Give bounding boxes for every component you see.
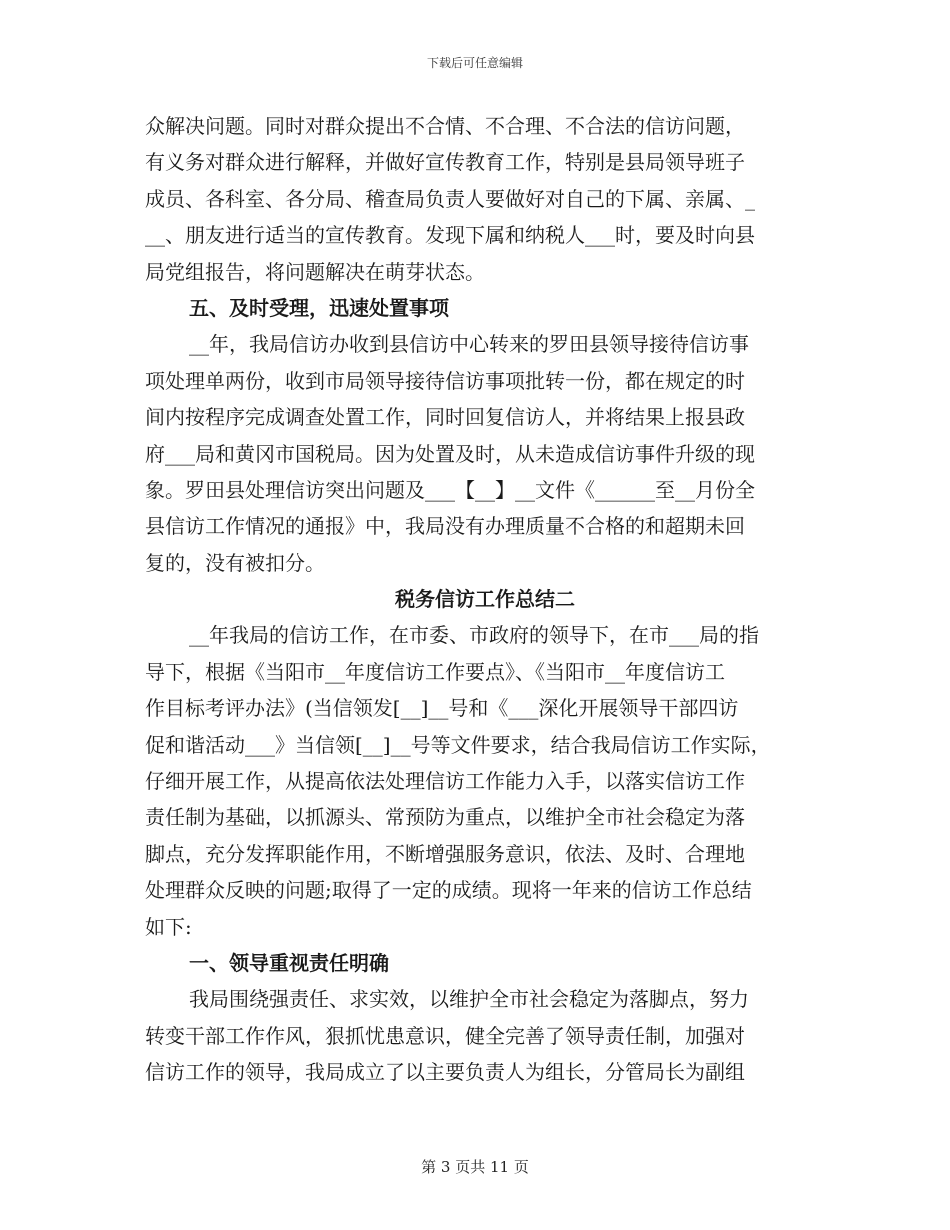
paragraph-line: 促和谐活动___》当信领[__]__号等文件要求，结合我局信访工作实际，: [145, 732, 771, 757]
paragraph-line: 间内按程序完成调查处置工作，同时回复信访人，并将结果上报县政: [145, 405, 745, 430]
paragraph-line: 局党组报告，将问题解决在萌芽状态。: [145, 259, 485, 284]
paragraph-line: 仔细开展工作，从提高依法处理信访工作能力入手，以落实信访工作: [145, 769, 745, 794]
page-header: 下载后可任意编辑: [426, 56, 523, 70]
document-body: [145, 108, 825, 1091]
paragraph-line: 县信访工作情况的通报》中，我局没有办理质量不合格的和超期未回: [145, 514, 745, 539]
paragraph-line: __年我局的信访工作，在市委、市政府的领导下，在市___局的指: [189, 623, 759, 648]
paragraph-line: __、朋友进行适当的宣传教育。发现下属和纳税人___时，要及时向县: [145, 223, 755, 248]
paragraph-line: 我局围绕强责任、求实效，以维护全市社会稳定为落脚点，努力: [189, 987, 749, 1012]
paragraph-line: 转变干部工作作风，狠抓忧患意识，健全完善了领导责任制，加强对: [145, 1023, 745, 1048]
paragraph-line: 众解决问题。同时对群众提出不合情、不合理、不合法的信访问题，: [145, 114, 745, 138]
paragraph-line: 导下，根据《当阳市__年度信访工作要点》、《当阳市__年度信访工: [145, 659, 725, 684]
paragraph-line: 项处理单两份，收到市局领导接待信访事项批转一份，都在规定的时: [145, 368, 745, 393]
paragraph-line: 处理群众反映的问题;取得了一定的成绩。现将一年来的信访工作总结: [145, 878, 752, 903]
paragraph-line: 复的，没有被扣分。: [145, 550, 325, 575]
paragraph-line: 府___局和黄冈市国税局。因为处置及时，从未造成信访事件升级的现: [145, 441, 755, 466]
paragraph-line: 有义务对群众进行解释，并做好宣传教育工作，特别是县局领导班子: [145, 150, 745, 175]
paragraph-line: 象。罗田县处理信访突出问题及___【__】__文件《______至__月份全: [145, 477, 755, 502]
paragraph-line: 如下:: [145, 914, 192, 939]
section-heading: 一、领导重视责任明确: [189, 950, 389, 975]
document-title: 税务信访工作总结二: [395, 587, 575, 612]
paragraph-line: 成员、各科室、各分局、稽查局负责人要做好对自己的下属、亲属、_: [145, 186, 755, 211]
paragraph-line: __年，我局信访办收到县信访中心转来的罗田县领导接待信访事: [189, 332, 749, 357]
paragraph-line: 责任制为基础，以抓源头、常预防为重点，以维护全市社会稳定为落: [145, 805, 745, 830]
paragraph-line: 作目标考评办法》(当信领发[__]__号和《___深化开展领导干部四访: [145, 696, 739, 721]
page-number: 第 3 页共 11 页: [421, 1158, 529, 1176]
paragraph-line: 信访工作的领导，我局成立了以主要负责人为组长，分管局长为副组: [145, 1060, 745, 1085]
paragraph-line: 脚点，充分发挥职能作用，不断增强服务意识，依法、及时、合理地: [145, 841, 745, 866]
section-heading: 五、及时受理，迅速处置事项: [189, 295, 449, 320]
